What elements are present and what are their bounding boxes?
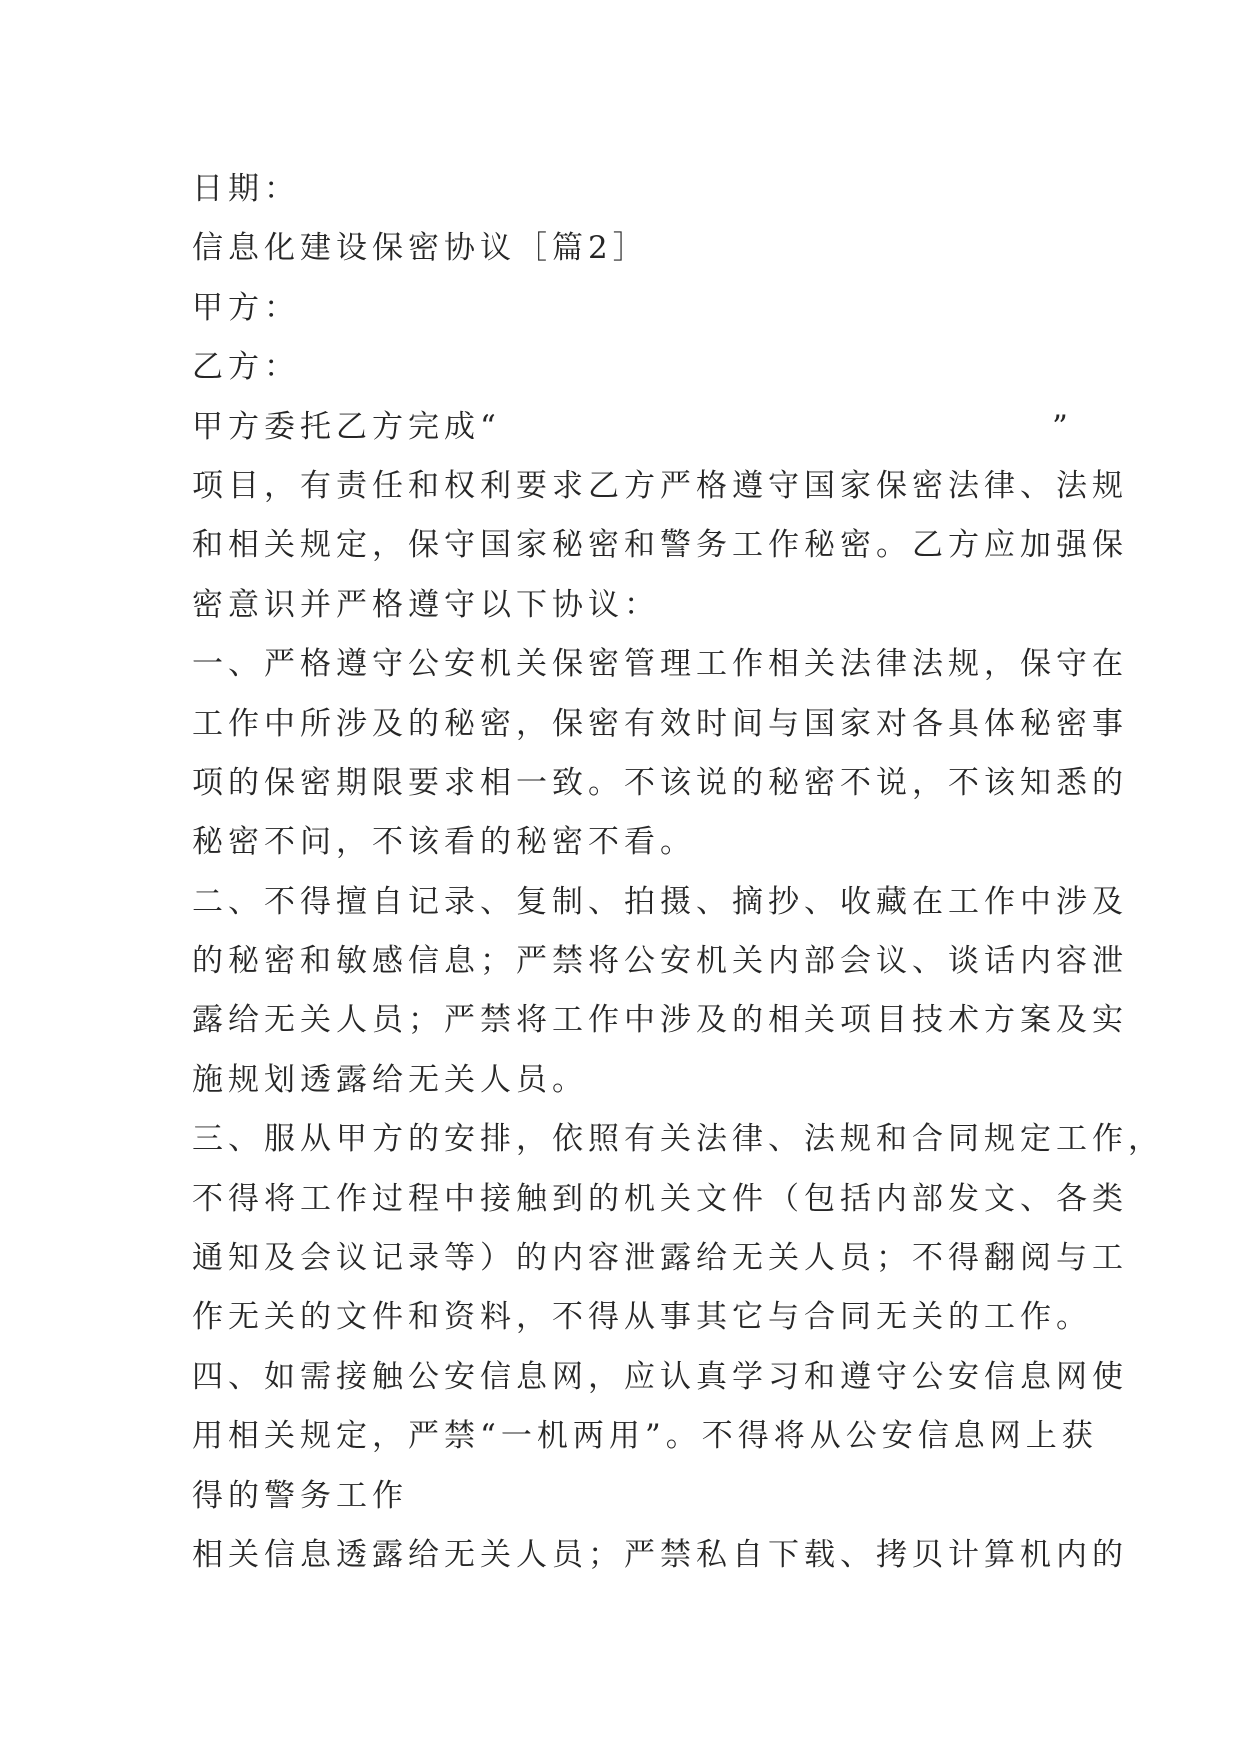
body-line: 得的警务工作 (192, 1477, 408, 1514)
body-line: 露给无关人员；严禁将工作中涉及的相关项目技术方案及实 (192, 1002, 1128, 1039)
body-line: 通知及会议记录等）的内容泄露给无关人员；不得翻阅与工 (192, 1240, 1128, 1277)
body-line: 和相关规定，保守国家秘密和警务工作秘密。乙方应加强保 (192, 527, 1128, 564)
body-line: 不得将工作过程中接触到的机关文件（包括内部发文、各类 (192, 1180, 1128, 1217)
body-line: 用相关规定，严禁“一机两用”。不得将从公安信息网上获 (192, 1418, 1098, 1455)
body-line: 一、严格遵守公安机关保密管理工作相关法律法规，保守在 (192, 646, 1128, 683)
body-line: 二、不得擅自记录、复制、拍摄、摘抄、收藏在工作中涉及 (192, 883, 1128, 920)
intro-close-quote: ” (1052, 408, 1073, 445)
intro-line (192, 398, 1073, 457)
body-line: 作无关的文件和资料，不得从事其它与合同无关的工作。 (192, 1299, 1092, 1336)
body-line: 施规划透露给无关人员。 (192, 1061, 588, 1098)
body-line: 的秘密和敏感信息；严禁将公安机关内部会议、谈话内容泄 (192, 943, 1128, 980)
body-line: 项的保密期限要求相一致。不该说的秘密不说，不该知悉的 (192, 764, 1128, 801)
body-line: 三、服从甲方的安排，依照有关法律、法规和合同规定工作， (192, 1121, 1164, 1158)
body-line: 四、如需接触公安信息网，应认真学习和遵守公安信息网使 (192, 1358, 1128, 1395)
party-a-label: 甲方： (192, 289, 300, 326)
party-b-label: 乙方： (192, 349, 300, 386)
date-label: 日期： (192, 171, 300, 207)
body-line: 密意识并严格遵守以下协议： (192, 586, 660, 623)
body-line: 秘密不问，不该看的秘密不看。 (192, 824, 696, 861)
document-title: 信息化建设保密协议［篇2］ (192, 230, 649, 267)
body-line: 项目，有责任和权利要求乙方严格遵守国家保密法律、法规 (192, 467, 1128, 504)
intro-open-text: 甲方委托乙方完成“ (192, 408, 501, 445)
body-line: 工作中所涉及的秘密，保密有效时间与国家对各具体秘密事 (192, 705, 1128, 742)
body-line: 相关信息透露给无关人员；严禁私自下载、拷贝计算机内的 (192, 1536, 1128, 1573)
document-body (192, 160, 1164, 1585)
